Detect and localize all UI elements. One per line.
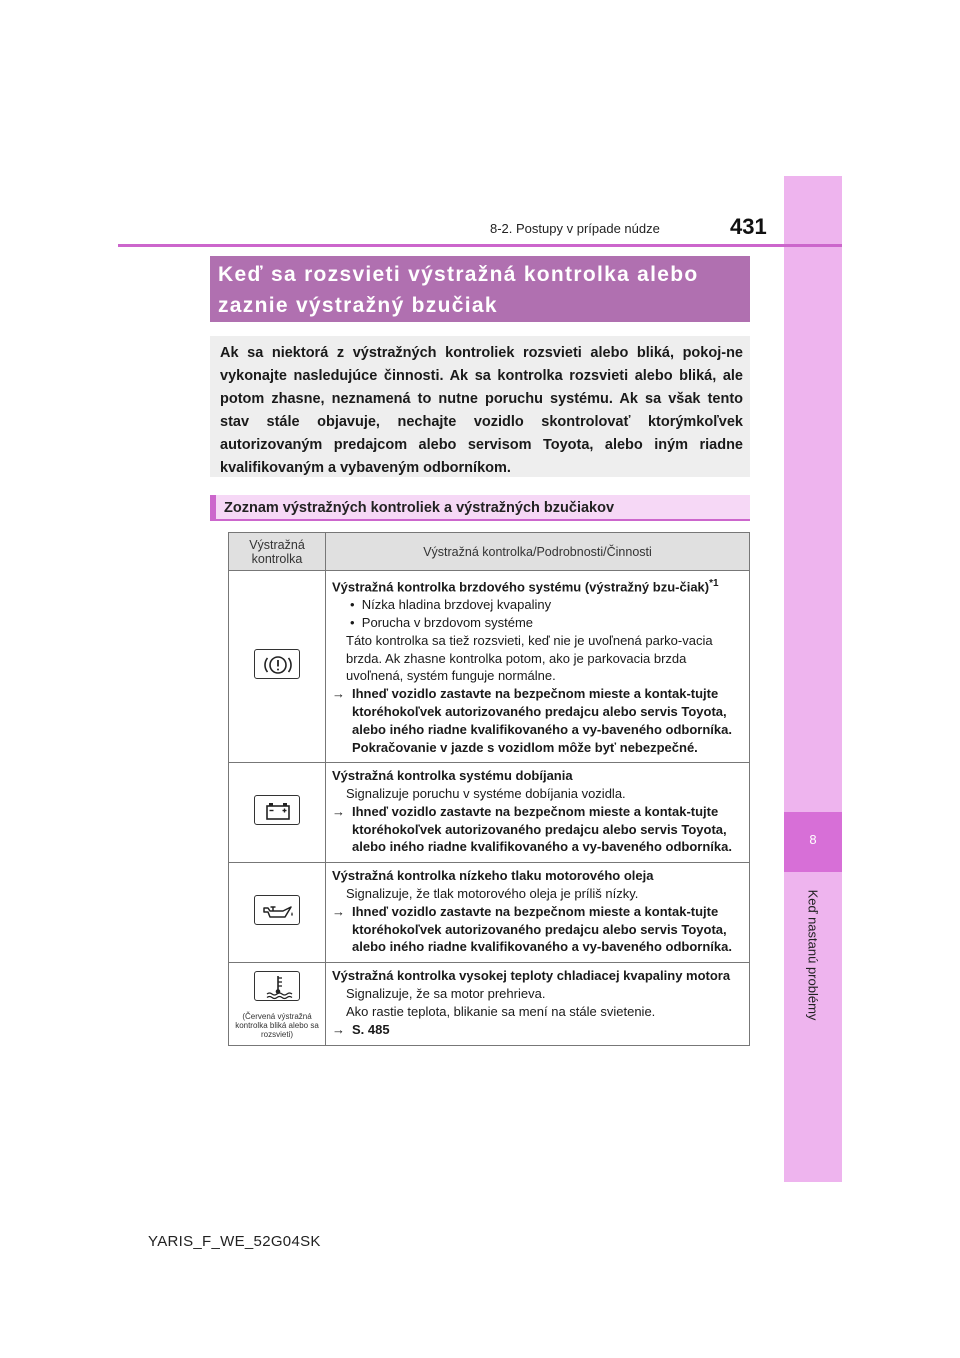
page-title-line1: Keď sa rozsvieti výstražná kontrolka alebo xyxy=(218,263,699,286)
battery-icon xyxy=(254,795,300,825)
row-action: → Ihneď vozidlo zastavte na bezpečnom mieste a kontak-tujte ktoréhokoľvek autorizovaného predajcu alebo servis Toyota, alebo iného riadne kvalifikovaného a vy-baveného odborníka. xyxy=(332,803,732,855)
row-detail: Ako rastie teplota, blikanie sa mení na stále svietenie. xyxy=(346,1003,656,1019)
chapter-number: 8 xyxy=(809,832,817,847)
row-detail: Signalizuje poruchu v systéme dobíjania vozidla. xyxy=(346,786,626,802)
arrow-icon: → xyxy=(332,686,345,702)
row-detail: Signalizuje, že tlak motorového oleja je príliš nízky. xyxy=(346,886,639,902)
table-header-row xyxy=(229,533,750,571)
page-title xyxy=(218,259,748,321)
arrow-icon: → xyxy=(332,903,345,919)
row-detail: Táto kontrolka sa tiež rozsvieti, keď nie je uvoľnená parko-vacia brzda. Ak zhasne kontrolka potom, ako je parkovacia brzda uvoľnená, systém funguje normálne. xyxy=(346,632,713,684)
table-row xyxy=(229,963,750,1046)
table-row xyxy=(229,763,750,863)
row-title: Výstražná kontrolka brzdového systému (výstražný bzu-čiak)$^{*1}$ xyxy=(332,578,719,595)
side-tab xyxy=(784,176,842,1182)
arrow-icon: → xyxy=(332,1021,345,1037)
row-action: → Ihneď vozidlo zastavte na bezpečnom mieste a kontak-tujte ktoréhokoľvek autorizovaného predajcu alebo servis Toyota, alebo iného riadne kvalifikovaného a vy-baveného odborníka. xyxy=(332,903,732,955)
header-divider xyxy=(118,244,842,247)
chapter-title: Keď nastanú problémy xyxy=(805,889,821,1021)
icon-cell xyxy=(229,863,326,963)
table-row xyxy=(229,863,750,963)
icon-note: (Červená výstražná kontrolka bliká alebo sa rozsvieti) xyxy=(235,1012,319,1040)
table-header-icon: Výstražná kontrolka xyxy=(229,533,326,571)
arrow-icon: → xyxy=(332,803,345,819)
page-number: 431 xyxy=(730,214,767,239)
list-item: • Nízka hladina brzdovej kvapaliny xyxy=(350,597,552,613)
description-cell xyxy=(326,863,750,963)
row-title: Výstražná kontrolka nízkeho tlaku motorového oleja xyxy=(332,868,654,884)
page-reference-link[interactable]: S. 485 xyxy=(352,1021,390,1037)
row-detail: Signalizuje, že sa motor prehrieva. xyxy=(346,986,546,1002)
footer-code: YARIS_F_WE_52G04SK xyxy=(148,1233,321,1250)
icon-cell xyxy=(229,571,326,763)
coolant-temperature-icon xyxy=(254,971,300,1001)
description-cell xyxy=(326,763,750,863)
icon-cell xyxy=(229,763,326,863)
section-title: 8-2. Postupy v prípade núdze xyxy=(490,221,660,236)
table-header-description: Výstražná kontrolka/Podrobnosti/Činnosti xyxy=(326,533,750,571)
brake-warning-icon xyxy=(254,649,300,679)
row-title: Výstražná kontrolka systému dobíjania xyxy=(332,768,573,784)
table-row xyxy=(229,571,750,763)
row-action[interactable] xyxy=(332,1021,743,1039)
description-cell xyxy=(326,963,750,1046)
list-item: • Porucha v brzdovom systéme xyxy=(350,614,534,630)
intro-text: Ak sa niektorá z výstražných kontroliek rozsvieti alebo bliká, pokoj-ne vykonajte nasledujúce činnosti. Ak sa kontrolka rozsvieti alebo bliká, ale potom zhasne, neznamená to nutne poruchu systému. Ak sa však tento stav stále objavuje, nechajte vozidlo skontrolovať ktorýmkoľvek autorizovaným predajcom alebo servisom Toyota, alebo iným riadne kvalifikovaným a vybaveným odborníkom. xyxy=(220,345,743,476)
row-title: Výstražná kontrolka vysokej teploty chladiacej kvapaliny motora xyxy=(332,968,731,984)
description-cell xyxy=(326,571,750,763)
page-title-line2: zaznie výstražný bzučiak xyxy=(218,294,498,317)
row-action: → Ihneď vozidlo zastavte na bezpečnom mieste a kontak-tujte ktoréhokoľvek autorizovaného predajcu alebo servis Toyota, alebo iného riadne kvalifikovaného a vy-baveného odborníka. Pokračovanie v jazde s vozidlom môže byť nebezpečné. xyxy=(332,686,732,755)
warning-table xyxy=(228,532,750,1046)
subheading: Zoznam výstražných kontroliek a výstražných bzučiakov xyxy=(224,500,615,516)
icon-cell xyxy=(229,963,326,1046)
oil-pressure-icon xyxy=(254,895,300,925)
